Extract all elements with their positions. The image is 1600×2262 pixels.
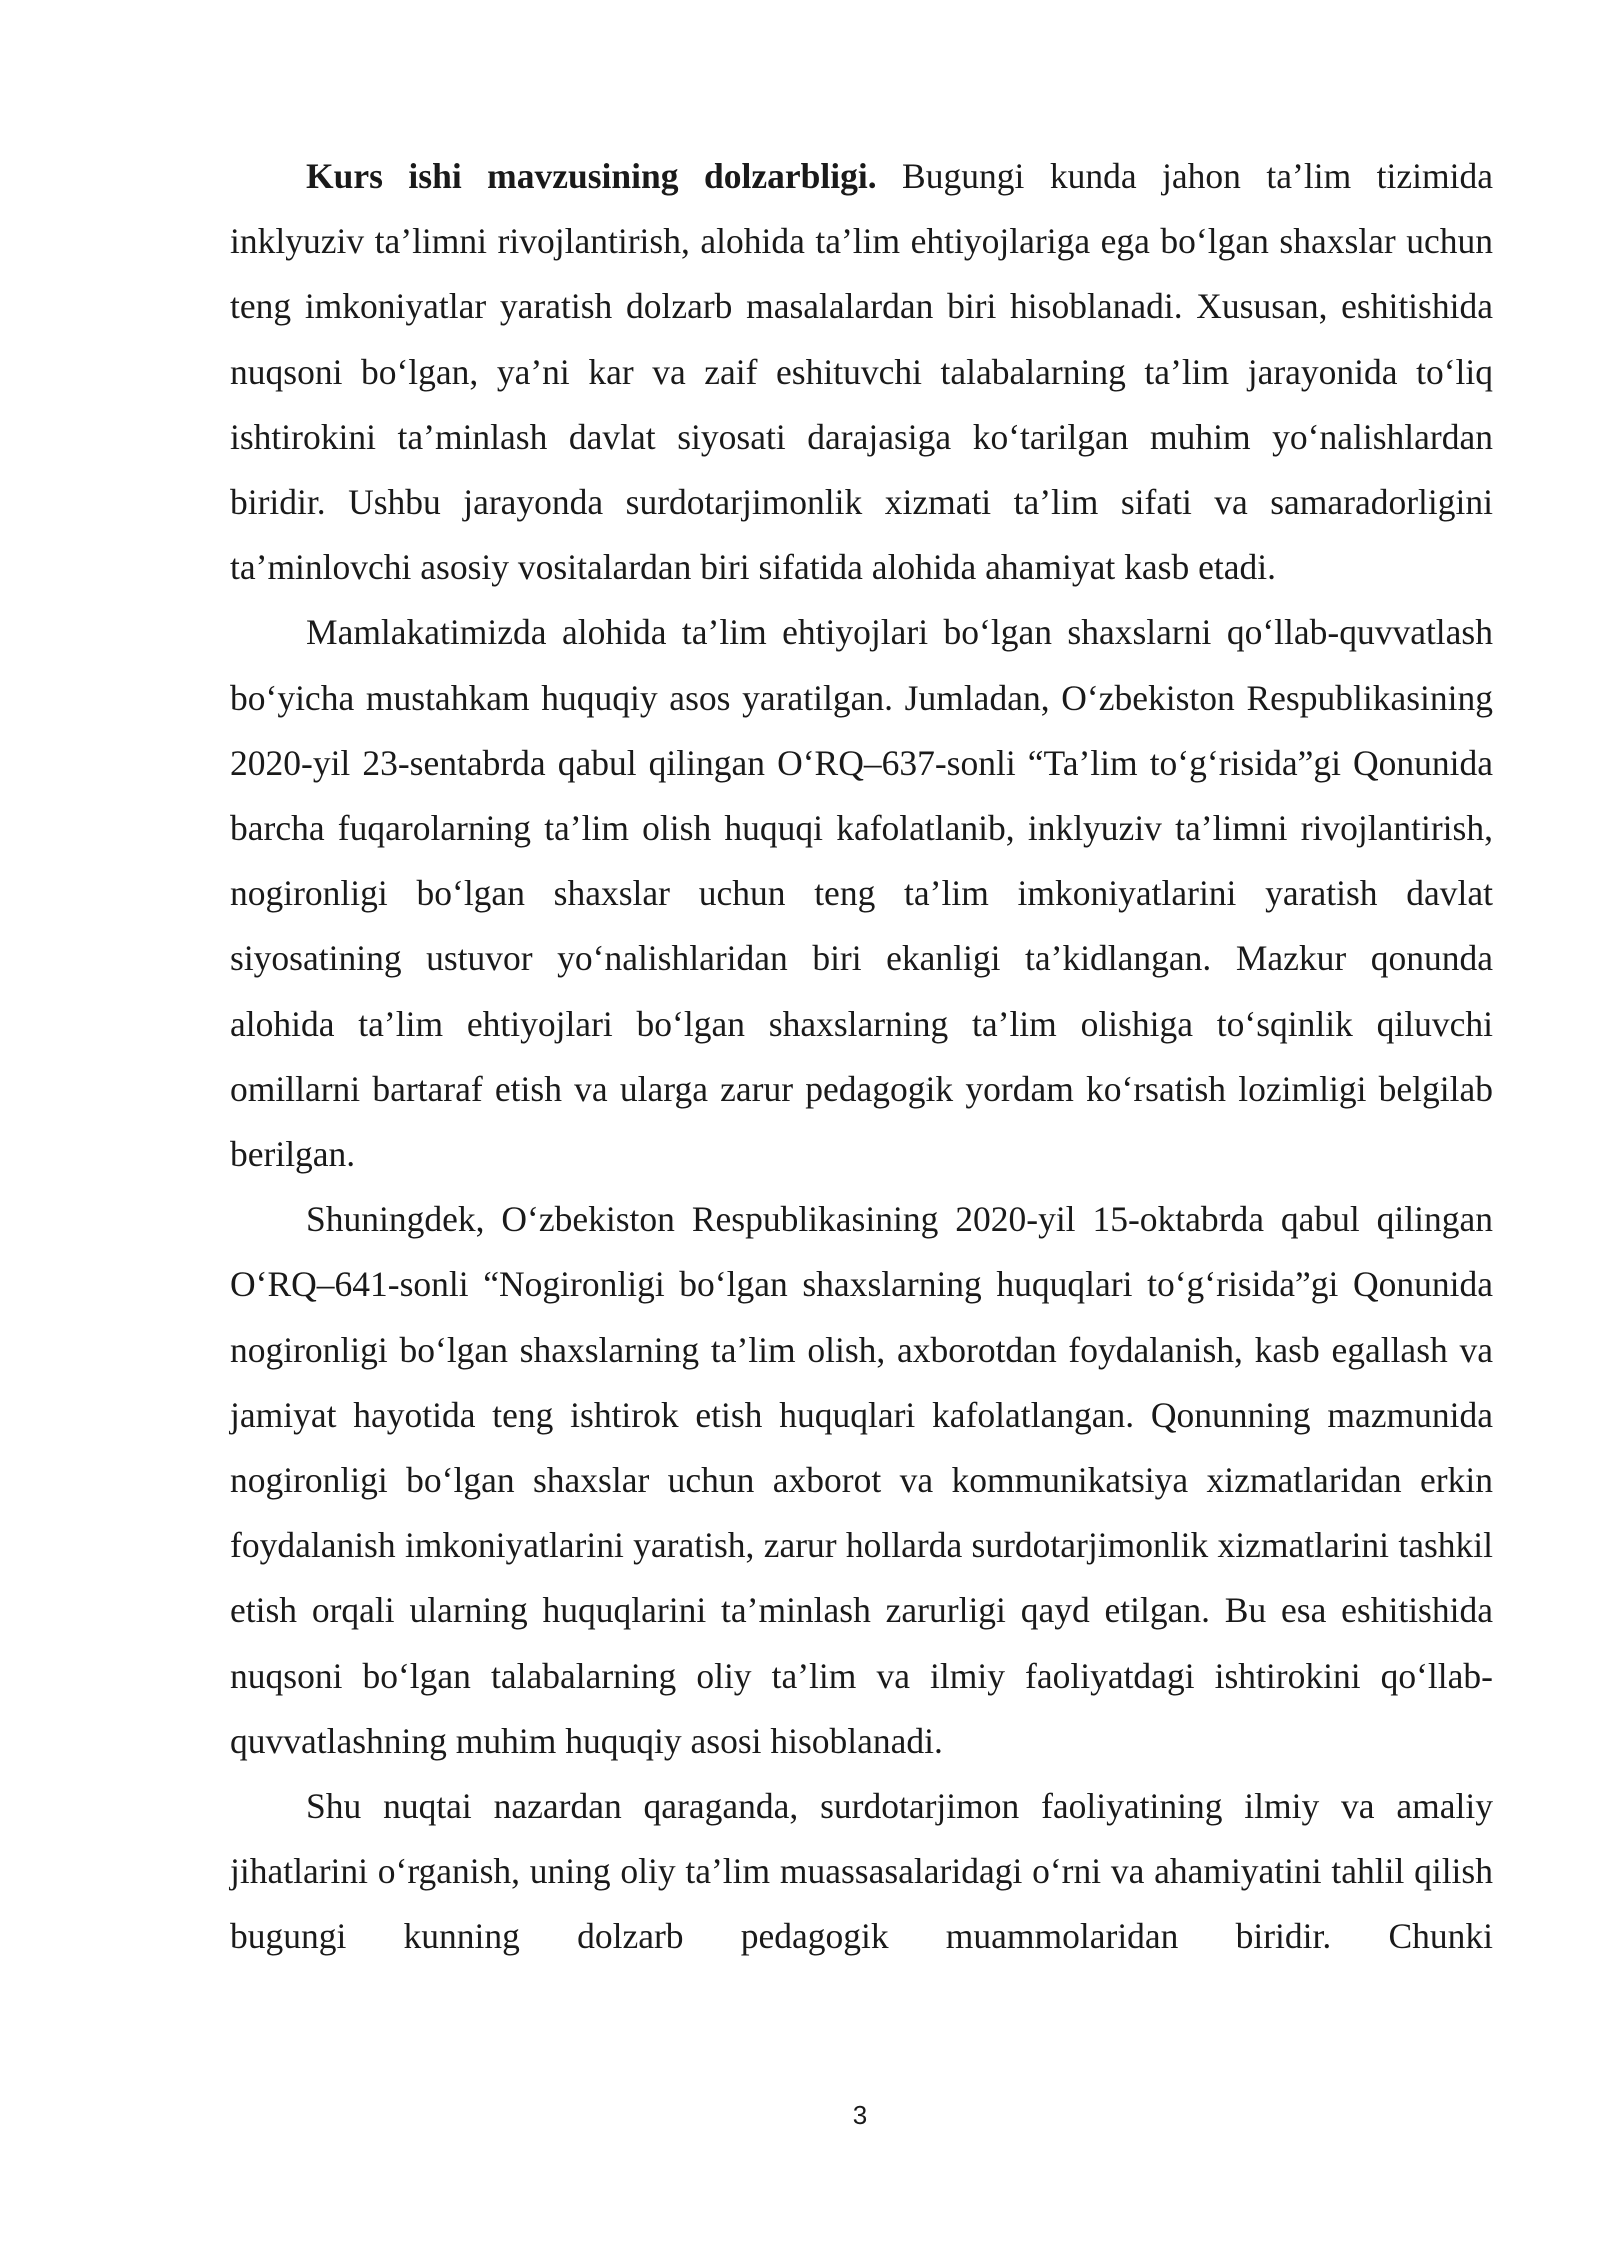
paragraph-legal-basis: Mamlakatimizda alohida ta’lim ehtiyojlari bo‘lgan shaxslarni qo‘llab-quvvatlash bo‘yicha mustahkam huquqiy asos yaratilgan. Jumladan, O‘zbekiston Respublikasining 2020-yil 23-sentabrda qabul qilingan O‘RQ–637-sonli “Ta’lim to‘g‘risida”gi Qonunida barcha fuqarolarning ta’lim olish huquqi kafolatlanib, inklyuziv ta’limni rivojlantirish, nogironligi bo‘lgan shaxslar uchun teng ta’lim imkoniyatlarini yaratish davlat siyosatining ustuvor yo‘nalishlaridan biri ekanligi ta’kidlangan. Mazkur qonunda alohida ta’lim ehtiyojlari bo‘lgan shaxslarning ta’lim olishiga to‘sqinlik qiluvchi omillarni bartaraf etish va ularga zarur pedagogik yordam ko‘rsatish lozimligi belgilab berilgan. (230, 612, 1493, 1175)
paragraph-disability-law: Shuningdek, O‘zbekiston Respublikasining 2020-yil 15-oktabrda qabul qilingan O‘RQ–641-sonli “Nogironligi bo‘lgan shaxslarning huquqlari to‘g‘risida”gi Qonunida nogironligi bo‘lgan shaxslarning ta’lim olish, axborotdan foydalanish, kasb egallash va jamiyat hayotida teng ishtirok etish huquqlari kafolatlangan. Qonunning mazmunida nogironligi bo‘lgan shaxslar uchun axborot va kommunikatsiya xizmatlaridan erkin foydalanish imkoniyatlarini yaratish, zarur hollarda surdotarjimonlik xizmatlarini tashkil etish orqali ularning huquqlarini ta’minlash zarurligi qayd etilgan. Bu esa eshitishida nuqsoni bo‘lgan talabalarning oliy ta’lim va ilmiy faoliyatdagi ishtirokini qo‘llab-quvvatlashning muhim huquqiy asosi hisoblanadi. (230, 1199, 1493, 1761)
section-heading: Kurs ishi mavzusining dolzarbligi. (306, 156, 877, 196)
paragraph-text: Bugungi kunda jahon ta’lim tizimida inklyuziv ta’limni rivojlantirish, alohida ta’lim ehtiyojlariga ega bo‘lgan shaxslar uchun teng imkoniyatlar yaratish dolzarb masalalardan biri hisoblanadi. Xususan, eshitishida nuqsoni bo‘lgan, ya’ni kar va zaif eshituvchi talabalarning ta’lim jarayonida to‘liq ishtirokini ta’minlash davlat siyosati darajasiga ko‘tarilgan muhim yo‘nalishlardan biridir. Ushbu jarayonda surdotarjimonlik xizmati ta’lim sifati va samaradorligini ta’minlovchi asosiy vositalardan biri sifatida alohida ahamiyat kasb etadi. (230, 156, 1493, 588)
paragraph-conclusion: Shu nuqtai nazardan qaraganda, surdotarjimon faoliyatining ilmiy va amaliy jihatlarini o‘rganish, uning oliy ta’lim muassasalaridagi o‘rni va ahamiyatini tahlil qilish bugungi kunning dolzarb pedagogik muammolaridan biridir. Chunki (230, 1786, 1493, 1957)
paragraph-relevance (230, 144, 1493, 600)
document-body (230, 144, 1493, 1970)
page-number: 3 (852, 2100, 868, 2130)
